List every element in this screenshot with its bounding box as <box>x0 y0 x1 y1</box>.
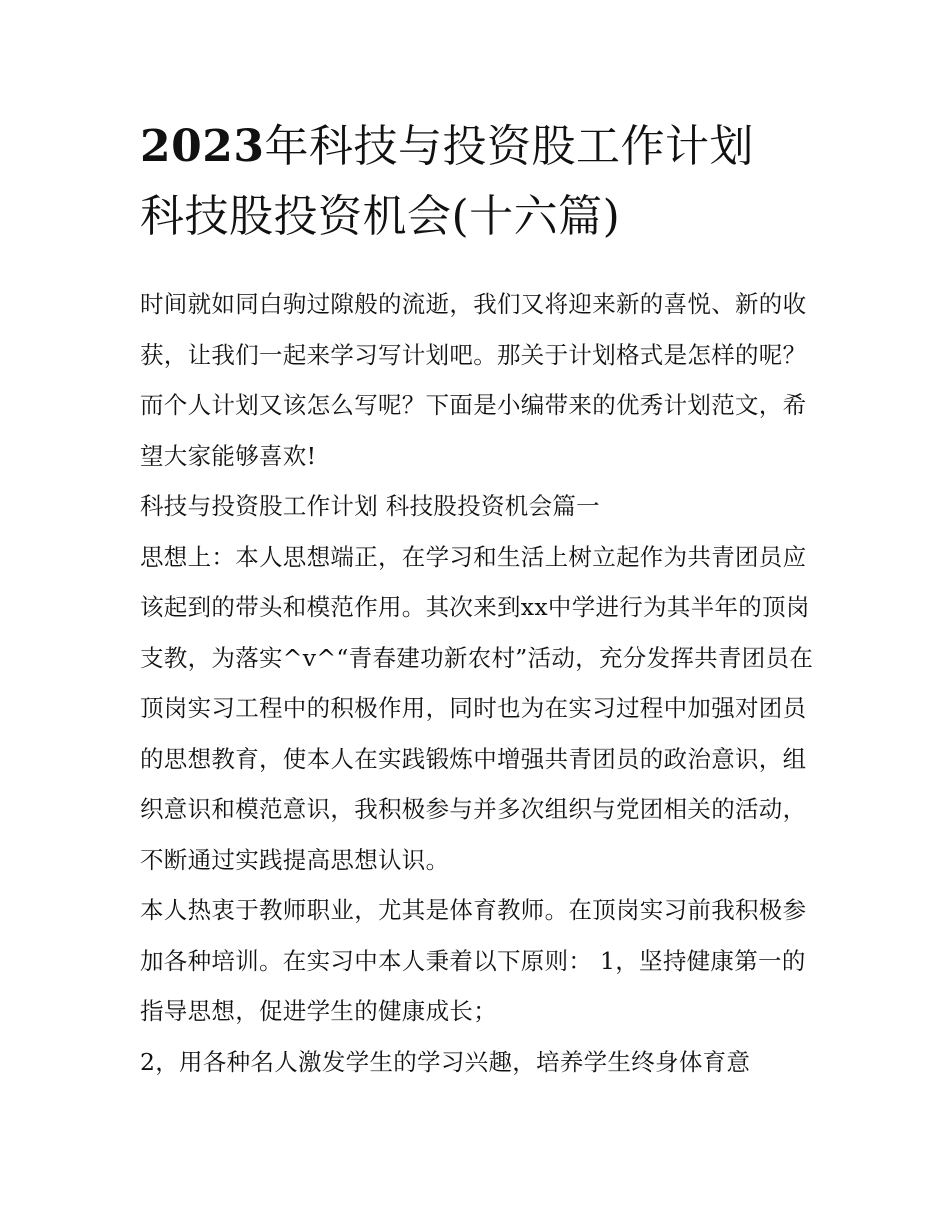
document-content <box>140 112 820 1087</box>
intro-paragraph: 时间就如同白驹过隙般的流逝，我们又将迎来新的喜悦、新的收获，让我们一起来学习写计划吧。那关于计划格式是怎样的呢？而个人计划又该怎么写呢？下面是小编带来的优秀计划范文，希望大家能够喜欢! <box>140 290 807 470</box>
body-paragraph-2: 本人热衷于教师职业，尤其是体育教师。在顶岗实习前我积极参加各种培训。在实习中本人秉着以下原则： 1，坚持健康第一的指导思想，促进学生的健康成长； <box>140 896 807 1025</box>
document-title-line-1 <box>140 112 820 182</box>
section-heading: 科技与投资股工作计划 科技股投资机会篇一 <box>140 492 600 520</box>
title-line-1-text: 年科技与投资股工作计划 <box>264 121 754 172</box>
body-paragraph-1: 思想上：本人思想端正，在学习和生活上树立起作为共青团员应该起到的带头和模范作用。其次来到xx中学进行为其半年的顶岗支教，为落实^v^“青春建功新农村”活动，充分发挥共青团员在顶岗实习工程中的积极作用，同时也为在实习过程中加强对团员的思想教育，使本人在实践锻炼中增强共青团员的政治意识，组织意识和模范意识，我积极参与并多次组织与党团相关的活动，不断通过实践提高思想认识。 <box>140 542 814 874</box>
body-paragraph-3: 2，用各种名人激发学生的学习兴趣，培养学生终身体育意 <box>140 1047 751 1076</box>
title-spacer <box>140 252 820 279</box>
document-title-line-2: 科技股投资机会(十六篇) <box>140 191 621 242</box>
title-year: 2023 <box>140 121 265 172</box>
